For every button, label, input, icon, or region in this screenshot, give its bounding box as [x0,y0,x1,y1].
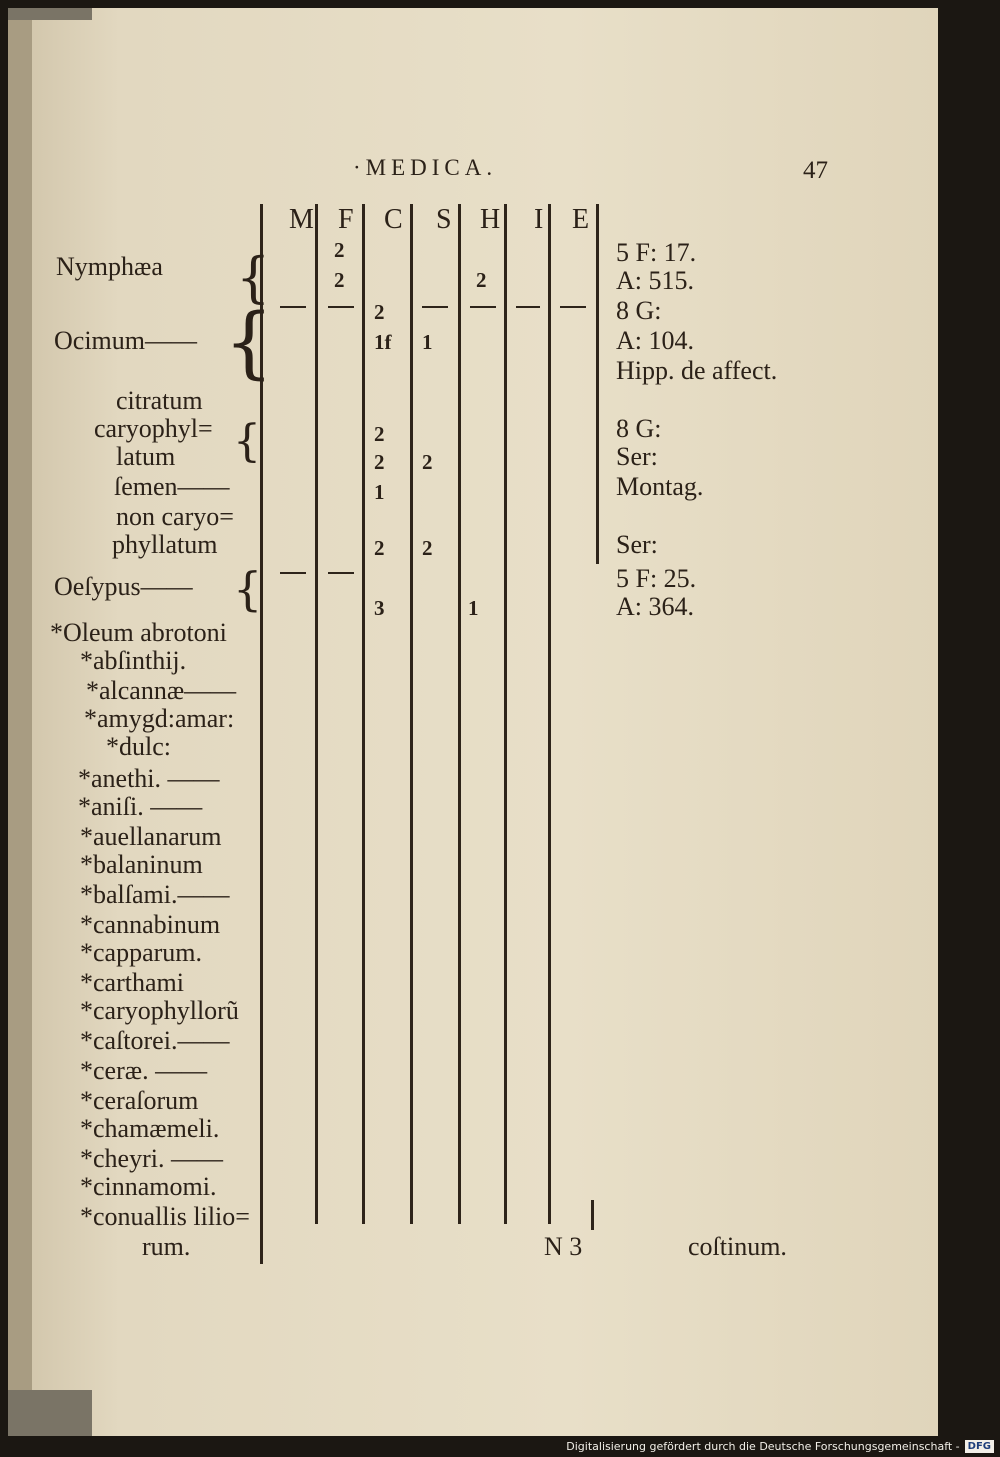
entry-label: *abſinthij. [80,646,187,675]
page-edge [8,8,32,1436]
entry-label: *cheyri. —— [80,1144,223,1173]
entry-label: *aniſi. —— [78,792,203,821]
brace-icon: { [236,246,271,309]
digitization-footer [566,1437,994,1455]
entry-label: *Oleum abrotoni [50,618,227,647]
brace-icon: { [233,562,263,616]
row-dash [280,306,306,308]
entry-label: Nymphæa [56,252,163,281]
column-rule [504,204,507,1224]
entry-label: *alcannæ—— [86,676,237,705]
column-rule [362,204,365,1224]
reference: Ser: [616,530,658,559]
reference: 5 F: 25. [616,564,697,593]
entry-label: ſemen—— [114,472,230,501]
column-rule [591,1200,594,1230]
reference: Hipp. de affect. [616,356,778,385]
binding-tab-top [8,8,92,20]
reference: 8 G: [616,414,662,443]
reference: Montag. [616,472,704,501]
entry-label: citratum [116,386,203,415]
signature-mark: N 3 [544,1232,583,1261]
entry-label: non caryo= [116,502,234,531]
entry-label: *caſtorei.—— [80,1026,230,1055]
brace-icon: { [233,416,261,467]
reference: A: 515. [616,266,694,295]
row-dash [328,306,354,308]
entry-label: *balaninum [80,850,203,879]
entry-label: *dulc: [106,732,171,761]
entry-label: *capparum. [80,938,203,967]
page-number: 47 [803,157,828,184]
row-dash [328,572,354,574]
footer-text: Digitalisierung gefördert durch die Deutsche Forschungsgemeinschaft - [566,1439,960,1453]
entry-label: caryophyl= [94,414,213,443]
entry-label: *ceraſorum [80,1086,199,1115]
column-rule [596,204,599,564]
entry-label: *caryophyllorũ [80,996,239,1025]
entry-label: *balſami.—— [80,880,230,909]
reference: A: 104. [616,326,694,355]
entry-label: *ceræ. —— [80,1056,208,1085]
cell-value: 2 [334,268,345,292]
running-head: ·MEDICA. [353,155,498,180]
entry-label: phyllatum [112,530,218,559]
binding-tab-bottom [8,1390,92,1436]
brace-icon: { [224,298,274,388]
column-header-e: E [572,204,590,235]
book-page: ·MEDICA. 47 M F C S H I E 2 2 2 2 1f 1 2 2 2 1 2 2 3 1 { { { { Nymphæa Ocimum—— citratum caryophyl= latum ſemen—— non caryo= phyllatum Oeſypus—— *Oleum abrotoni *abſinthij. *alcannæ—— *amygd:amar: *dulc: *anethi. —— *aniſi. —— *auellanarum *balaninum *balſami.—— *cannabinum *capparum. *carthami *caryophyllorũ *caſtorei.—— *ceræ. —— *ceraſorum *chamæmeli. *cheyri. —— *cinnamomi. *conuallis lilio= rum. 5 F: 17. A: 515. 8 G: A: 104. Hipp. de affect. 8 G: Ser: Montag. Ser: 5 F: 25. A: 364. N 3 coſtinum. [8,8,938,1436]
cell-value: 2 [374,300,385,324]
row-dash [422,306,448,308]
column-rule [458,204,461,1224]
column-rule [548,204,551,1224]
reference: 5 F: 17. [616,238,697,267]
column-header-s: S [436,204,452,235]
cell-value: 2 [476,268,487,292]
entry-label: Ocimum—— [54,326,197,355]
column-rule [315,204,318,1224]
reference: 8 G: [616,296,662,325]
column-header-m: M [289,204,314,235]
reference: A: 364. [616,592,694,621]
dfg-logo: DFG [965,1440,994,1453]
catchword: coſtinum. [688,1232,787,1261]
row-dash [280,572,306,574]
row-dash [560,306,586,308]
entry-label: *carthami [80,968,184,997]
cell-value: 1f [374,330,392,354]
entry-label: latum [116,442,176,471]
entry-label: rum. [142,1232,191,1261]
cell-value: 1 [422,330,433,354]
entry-label: *anethi. —— [78,764,220,793]
reference: Ser: [616,442,658,471]
column-header-c: C [384,204,403,235]
entry-label: *amygd:amar: [84,704,235,733]
entry-label: *cinnamomi. [80,1172,217,1201]
row-dash [470,306,496,308]
row-dash [516,306,540,308]
column-header-f: F [338,204,354,235]
entry-label: Oeſypus—— [54,572,193,601]
entry-label: *cannabinum [80,910,221,939]
entry-label: *conuallis lilio= [80,1202,250,1231]
entry-label: *auellanarum [80,822,222,851]
cell-value: 2 [334,238,345,262]
column-header-h: H [480,204,501,235]
column-header-i: I [534,204,544,235]
column-rule [410,204,413,1224]
entry-label: *chamæmeli. [80,1114,220,1143]
